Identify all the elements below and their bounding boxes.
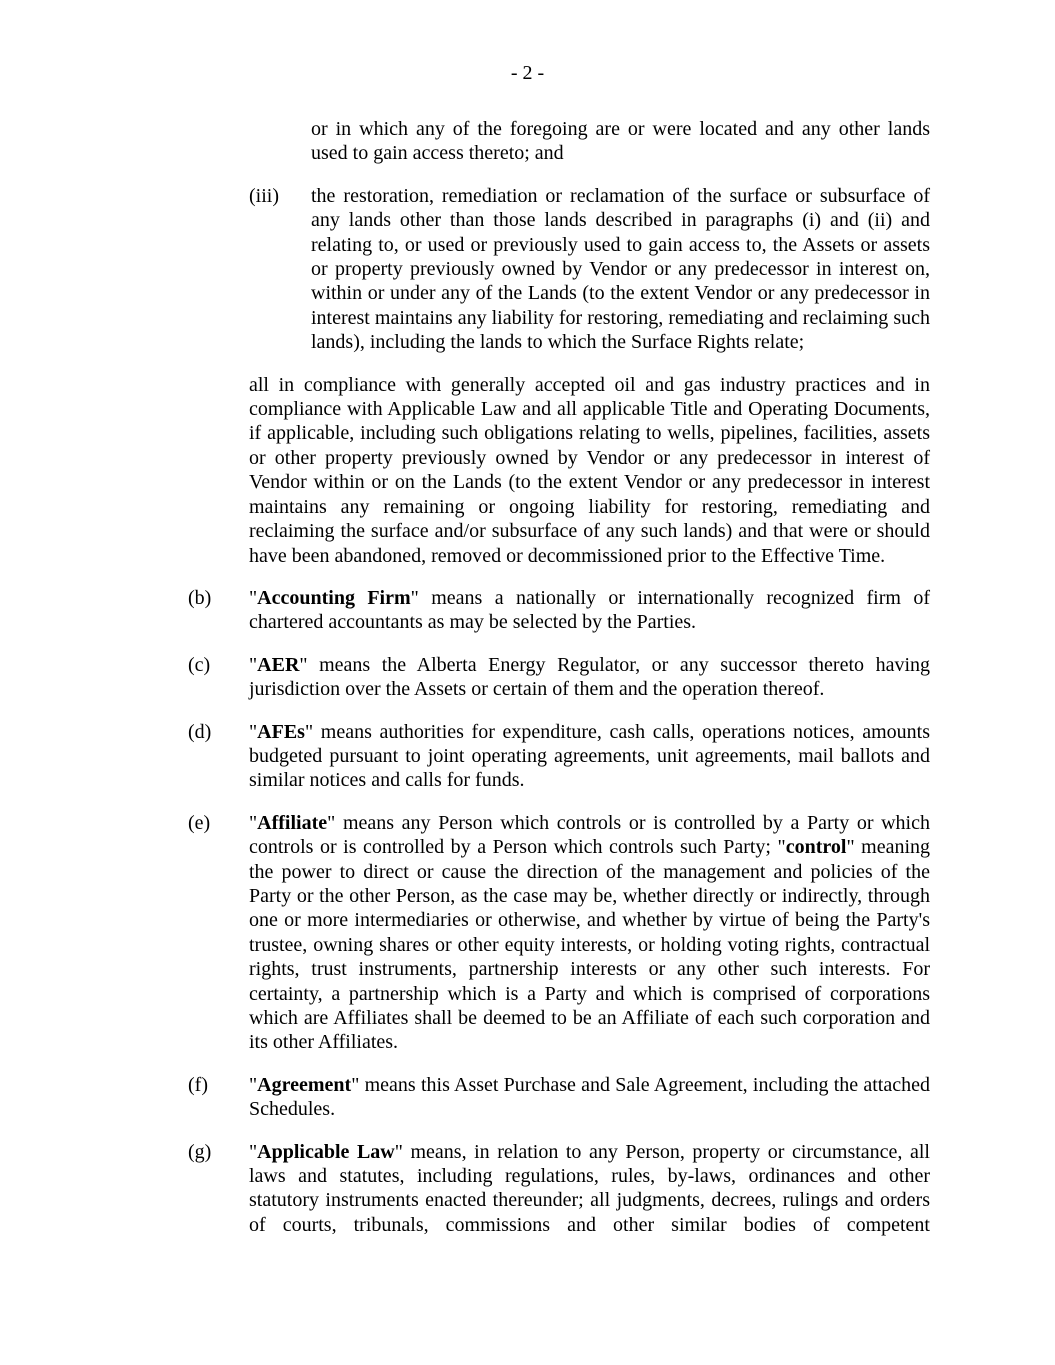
definition-applicable-law [188,1140,930,1238]
definition-applicable-law-label: (g) [188,1140,212,1163]
subparagraph-iii-text: the restoration, remediation or reclamation of the surface or subsurface of any lands other than those lands described in paragraphs (i) and (ii) and relating to, or used or previously used to gain access to, the Assets or assets or property previously owned by Vendor or any predecessor in interest on, within or under any of the Lands (to the extent Vendor or any predecessor in interest maintains any liability for restoring, remediating and reclaiming such lands), including the lands to which the Surface Rights relate; [311,184,930,354]
definition-afes-text: "AFEs" means authorities for expenditure, cash calls, operations notices, amounts budgeted pursuant to joint operating agreements, unit agreements, mail ballots and similar notices and calls for funds. [249,720,930,792]
page-number: - 2 - [510,62,545,84]
definition-afes [188,720,930,793]
paragraph-compliance-text: all in compliance with generally accepted oil and gas industry practices and in compliance with Applicable Law and all applicable Title and Operating Documents, if applicable, including such obligations relating to wells, pipelines, facilities, assets or other property previously owned by Vendor or any predecessor in interest of Vendor within or on the Lands (to the extent Vendor or any predecessor in interest maintains any remaining or ongoing liability for restoring, remediating and reclaiming the surface and/or subsurface of any such lands) and that were or should have been abandoned, removed or decommissioned prior to the Effective Time. [249,373,930,567]
definition-agreement-label: (f) [188,1073,208,1096]
definition-accounting-firm-text: "Accounting Firm" means a nationally or internationally recognized firm of chartered accountants as may be selected by the Parties. [249,586,930,634]
definition-accounting-firm-label: (b) [188,586,212,609]
page-content [188,117,930,1255]
definition-aer-text: "AER" means the Alberta Energy Regulator, or any successor thereto having jurisdiction over the Assets or certain of them and the operation thereof. [249,653,930,701]
subparagraph-iii-label: (iii) [249,184,279,207]
definition-aer [188,653,930,702]
subparagraph-continuation-text: or in which any of the foregoing are or were located and any other lands used to gain access thereto; and [311,118,930,165]
definition-accounting-firm [188,586,930,635]
definition-agreement-text: "Agreement" means this Asset Purchase and Sale Agreement, including the attached Schedules. [249,1073,930,1121]
subparagraph-continuation [311,117,930,166]
definition-affiliate [188,811,930,1055]
definition-affiliate-label: (e) [188,811,211,834]
definition-affiliate-text: "Affiliate" means any Person which controls or is controlled by a Party or which controls or is controlled by a Person which controls such Party; "control" meaning the power to direct or cause the direction of the management and policies of the Party or the other Person, as the case may be, whether directly or indirectly, through one or more intermediaries or otherwise, and whether by virtue of being the Party's trustee, owning shares or other equity interests, or holding voting rights, contractual rights, trust instruments, partnership interests or any other such interests. For certainty, a partnership which is a Party and which is comprised of corporations which are Affiliates shall be deemed to be an Affiliate of each such corporation and its other Affiliates. [249,811,931,1054]
definition-applicable-law-text: "Applicable Law" means, in relation to any Person, property or circumstance, all laws and statutes, including regulations, rules, by-laws, ordinances and other statutory instruments enacted thereunder; all judgments, decrees, rulings and orders of courts, tribunals, commissions and other similar bodies of competent [249,1140,930,1236]
definition-aer-label: (c) [188,653,211,676]
definition-agreement [188,1073,930,1122]
subparagraph-iii [249,184,930,355]
definition-afes-label: (d) [188,720,212,743]
paragraph-compliance [249,373,930,568]
